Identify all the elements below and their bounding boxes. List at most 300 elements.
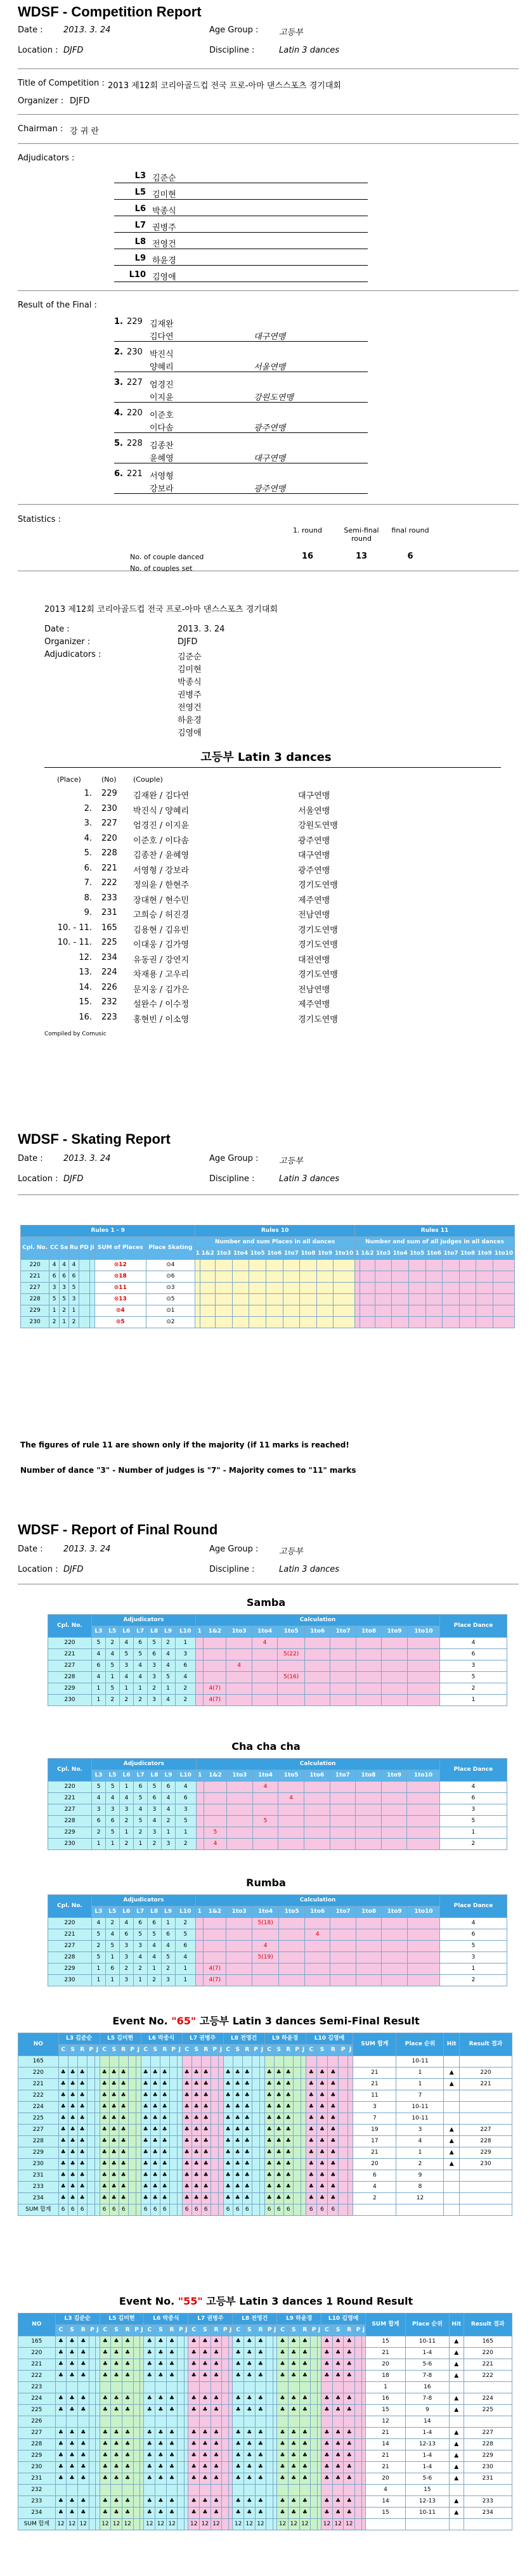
- mark-cell: [211, 2113, 219, 2125]
- judge-name: 박종식: [158, 2035, 175, 2042]
- calc-cell: [204, 1941, 226, 1952]
- mark-cell: ♣: [150, 2090, 160, 2102]
- stats-row-label: No. of couple danced: [130, 553, 204, 561]
- cpl-no: 222: [18, 2371, 56, 2382]
- calc-cell: [330, 1660, 356, 1672]
- judge-col: L10: [175, 1770, 196, 1782]
- mark-cell: ♣: [109, 2136, 119, 2147]
- judge-col: L8: [147, 1906, 161, 1918]
- mark-cell: ♣: [288, 2496, 299, 2508]
- calc-cell: [356, 1695, 382, 1706]
- result-place: 15.: [79, 997, 92, 1007]
- mark-cell: ♣: [277, 2496, 289, 2508]
- sum-cell: [95, 2204, 100, 2216]
- cpl-no: 228: [48, 1672, 92, 1683]
- judge-mark: 6: [133, 1638, 147, 1649]
- mark-cell: ♣: [55, 2348, 67, 2359]
- mark-cell: ♣: [242, 2079, 252, 2090]
- mark-cell: [119, 2056, 128, 2068]
- mark-cell: ♣: [288, 2359, 299, 2371]
- row-sum: 21: [366, 2462, 406, 2473]
- mark-cell: [347, 2147, 353, 2159]
- mark-cell: [321, 2382, 333, 2393]
- mark-cell: ♣: [100, 2090, 109, 2102]
- mark-cell: [133, 2348, 140, 2359]
- result-number: 223: [101, 1012, 117, 1022]
- mark-cell: ♣: [299, 2450, 311, 2462]
- judge-mark: 3: [161, 1975, 175, 1986]
- mark-cell: ♣: [344, 2473, 355, 2485]
- judge-code: L10: [328, 2315, 341, 2322]
- cpl-no: 228: [48, 1816, 92, 1827]
- final-partner1: 서영형: [150, 472, 174, 481]
- mark-cell: [311, 2439, 318, 2450]
- mark-cell: [211, 2147, 219, 2159]
- row-hit: [444, 2090, 460, 2102]
- calc-cell: [304, 1839, 330, 1850]
- mark-cell: [89, 2496, 96, 2508]
- rule10-cell: [232, 1260, 249, 1271]
- mark-cell: ♣: [122, 2508, 133, 2519]
- mark-cell: ♣: [316, 2136, 327, 2147]
- mark-cell: [222, 2393, 229, 2405]
- sum-cell: 6: [274, 2204, 283, 2216]
- calc-cell: [204, 1638, 226, 1649]
- mark-cell: ♣: [68, 2079, 77, 2090]
- location-label: Location :: [18, 1565, 58, 1574]
- rule11-cell: [375, 1305, 392, 1317]
- mark-cell: ♣: [68, 2102, 77, 2113]
- mark-cell: ♣: [321, 2508, 333, 2519]
- result-number: 229: [101, 789, 117, 798]
- mark-cell: [87, 2182, 95, 2193]
- judge-mark: 6: [119, 1929, 133, 1941]
- mark-cell: ♣: [328, 2147, 339, 2159]
- judge-mark: 4: [91, 1672, 105, 1683]
- mark-cell: ♣: [332, 2496, 344, 2508]
- col-result: Result 결과: [464, 2314, 512, 2336]
- mark-cell: [87, 2159, 95, 2170]
- sum-label: SUM 합계: [18, 2204, 59, 2216]
- calc-cell: [330, 1941, 356, 1952]
- mark-cell: [301, 2068, 306, 2079]
- calc-cell: [226, 1975, 252, 1986]
- cpl-no: 230: [18, 2462, 56, 2473]
- mark-cell: [111, 2416, 122, 2428]
- judge-mark: 1: [175, 1827, 196, 1839]
- underline: [114, 265, 368, 266]
- rule11-cell: [408, 1271, 425, 1283]
- dance-sub: C: [306, 2045, 316, 2056]
- rule11-cell: [493, 1283, 515, 1294]
- judge-mark: 1: [175, 1975, 196, 1986]
- discipline-label: Discipline :: [209, 46, 255, 55]
- mark-cell: ♣: [233, 2336, 244, 2348]
- calc-cell: [196, 1929, 204, 1941]
- mark-cell: [219, 2113, 223, 2125]
- dance-place: 1: [49, 1305, 60, 1317]
- dance-place: 6: [440, 1929, 507, 1941]
- mark-cell: ♣: [306, 2136, 316, 2147]
- mark-cell: [264, 2056, 274, 2068]
- cpl-no: 227: [48, 1941, 92, 1952]
- mark-cell: [339, 2182, 347, 2193]
- mark-cell: ♣: [77, 2508, 89, 2519]
- result-couple: 문지웅 / 김가은: [133, 985, 189, 995]
- table-row: [18, 2359, 512, 2371]
- mark-cell: ♣: [100, 2496, 111, 2508]
- mark-cell: ♣: [119, 2079, 128, 2090]
- mark-cell: ♣: [211, 2371, 222, 2382]
- calc-cell: [204, 1793, 226, 1804]
- dance-place: 2: [440, 1975, 507, 1986]
- mark-cell: ♣: [233, 2439, 244, 2450]
- rule10-cell: [232, 1294, 249, 1305]
- dance-sub: P: [252, 2045, 260, 2056]
- adjudicator-name: 김준순: [178, 652, 202, 662]
- mark-cell: ♣: [211, 2348, 222, 2359]
- cpl-no: 230: [48, 1839, 92, 1850]
- dance-sub: P: [178, 2325, 185, 2336]
- sum-places: ⊙18: [94, 1271, 146, 1283]
- mark-cell: [95, 2170, 100, 2182]
- mark-cell: [301, 2113, 306, 2125]
- mark-cell: ♣: [277, 2359, 289, 2371]
- sum-empty: [464, 2519, 512, 2530]
- dance-sub: R: [255, 2325, 266, 2336]
- calc-cell: [304, 1638, 330, 1649]
- sum-cell: [211, 2204, 219, 2216]
- mark-cell: ♣: [100, 2371, 111, 2382]
- dance-sub: S: [243, 2325, 255, 2336]
- mark-cell: ♣: [223, 2136, 233, 2147]
- mark-cell: [191, 2056, 201, 2068]
- mark-cell: [252, 2125, 260, 2136]
- mark-cell: ♣: [77, 2496, 89, 2508]
- sum-cell: [293, 2204, 301, 2216]
- calc-col: 1to4: [252, 1906, 279, 1918]
- report2-heading: 고등부 Latin 3 dances: [200, 751, 332, 764]
- calc-col: 1to8: [356, 1906, 382, 1918]
- adjudicator-name: 전영건: [152, 240, 176, 249]
- mark-cell: [222, 2508, 229, 2519]
- calc-cell: [304, 1918, 330, 1929]
- judge-mark: 5: [91, 1929, 105, 1941]
- rule11-cell: [476, 1294, 493, 1305]
- adjudicator-code: L9: [134, 254, 146, 263]
- table-row: [48, 1816, 507, 1827]
- row-hit: ▲: [449, 2336, 464, 2348]
- mark-cell: [293, 2079, 301, 2090]
- mark-cell: ♣: [233, 2428, 244, 2439]
- mark-cell: ♣: [316, 2125, 327, 2136]
- calc-cell: [381, 1793, 407, 1804]
- mark-cell: ♣: [223, 2170, 233, 2182]
- mark-cell: ♣: [58, 2113, 68, 2125]
- rule11-cell: [392, 1271, 409, 1283]
- calc-col: 1: [196, 1626, 204, 1638]
- mark-cell: ♣: [201, 2113, 211, 2125]
- judge-mark: 2: [120, 1839, 134, 1850]
- result-couple: 고희승 / 허진경: [133, 910, 189, 920]
- mark-cell: [89, 2371, 96, 2382]
- sum-cell: 6: [77, 2204, 87, 2216]
- mark-cell: [178, 2416, 185, 2428]
- mark-cell: ♣: [201, 2182, 211, 2193]
- judge-mark: 4: [161, 1941, 175, 1952]
- mark-cell: ♣: [144, 2336, 155, 2348]
- calc-cell: [330, 1793, 356, 1804]
- mark-cell: ♣: [328, 2159, 339, 2170]
- mark-cell: ♣: [67, 2496, 78, 2508]
- mark-cell: [155, 2382, 167, 2393]
- judge-mark: 4: [91, 1918, 105, 1929]
- mark-cell: ♣: [67, 2393, 78, 2405]
- mark-cell: ♣: [58, 2125, 68, 2136]
- calc-cell: [204, 1782, 226, 1793]
- mark-cell: ♣: [188, 2348, 200, 2359]
- rule11-cell: [476, 1305, 493, 1317]
- mark-cell: [260, 2090, 264, 2102]
- cpl-no: 165: [18, 2056, 59, 2068]
- cpl-no: 225: [18, 2113, 59, 2125]
- dance-sub: S: [200, 2325, 211, 2336]
- mark-cell: ♣: [55, 2462, 67, 2473]
- calc-cell: [304, 1683, 330, 1695]
- result-region: 대구연맹: [298, 851, 330, 860]
- mark-cell: [128, 2170, 136, 2182]
- col-sum: SUM 합계: [366, 2314, 406, 2336]
- mark-cell: ♣: [243, 2508, 255, 2519]
- row-place: 10-11: [396, 2102, 444, 2113]
- mark-cell: ♣: [264, 2090, 274, 2102]
- dance-table: [48, 1614, 507, 1706]
- rule10-cell: [283, 1271, 300, 1283]
- mark-cell: [178, 2079, 182, 2090]
- mark-cell: [347, 2193, 353, 2204]
- col-adjudicators: Adjudicators: [91, 1895, 195, 1906]
- mark-cell: ♣: [306, 2159, 316, 2170]
- cpl-no: 221: [48, 1929, 92, 1941]
- mark-cell: ♣: [344, 2336, 355, 2348]
- calc-cell: [304, 1964, 330, 1975]
- sum-cell: 12: [200, 2519, 211, 2530]
- mark-cell: ♣: [277, 2439, 289, 2450]
- mark-cell: ♣: [321, 2428, 333, 2439]
- mark-cell: ♣: [77, 2405, 89, 2416]
- judge-mark: 3: [119, 1941, 133, 1952]
- mark-cell: ♣: [277, 2473, 289, 2485]
- adjudicator-name: 권병주: [178, 690, 202, 700]
- mark-cell: ♣: [166, 2348, 178, 2359]
- final-number: 227: [127, 378, 143, 387]
- mark-cell: [128, 2182, 136, 2193]
- mark-cell: ♣: [233, 2147, 242, 2159]
- result-number: 165: [101, 922, 117, 933]
- sum-cell: [222, 2519, 229, 2530]
- rule11-cell: [425, 1260, 443, 1271]
- mark-cell: ♣: [288, 2336, 299, 2348]
- result-couple: 유동권 / 강연지: [133, 955, 189, 965]
- mark-cell: ♣: [283, 2193, 293, 2204]
- mark-cell: [136, 2170, 141, 2182]
- mark-cell: [311, 2416, 318, 2428]
- dance-sub: J: [136, 2045, 141, 2056]
- cpl-no: 227: [18, 2125, 59, 2136]
- dance-sub: C: [141, 2045, 150, 2056]
- mark-cell: ♣: [155, 2428, 167, 2439]
- mark-cell: ♣: [100, 2439, 111, 2450]
- mark-cell: ♣: [122, 2393, 133, 2405]
- judge-code: L6: [148, 2035, 157, 2042]
- calc-cell: [278, 1827, 304, 1839]
- mark-cell: [136, 2068, 141, 2079]
- mark-cell: [252, 2079, 260, 2090]
- mark-cell: [178, 2382, 185, 2393]
- mark-cell: [133, 2371, 140, 2382]
- dance-sub: J: [95, 2045, 100, 2056]
- mark-cell: [182, 2056, 191, 2068]
- rule10-cell: [283, 1283, 300, 1294]
- mark-cell: ♣: [233, 2170, 242, 2182]
- rule10-cell: [266, 1260, 283, 1271]
- mark-cell: [201, 2056, 211, 2068]
- mark-cell: ♣: [306, 2147, 316, 2159]
- result-number: 225: [101, 938, 117, 947]
- final-partner1: 김종찬: [150, 441, 174, 451]
- mark-cell: [136, 2193, 141, 2204]
- row-place: 1: [396, 2147, 444, 2159]
- mark-cell: [266, 2450, 273, 2462]
- dance-place: 5: [60, 1294, 69, 1305]
- table-row: [48, 1804, 507, 1816]
- mark-cell: [169, 2159, 178, 2170]
- mark-cell: ♣: [328, 2068, 339, 2079]
- judge-code: L3: [64, 2315, 72, 2322]
- mark-cell: [288, 2416, 299, 2428]
- result-couple: 차재용 / 고우리: [133, 970, 189, 980]
- mark-cell: ♣: [58, 2159, 68, 2170]
- calc-col: 1to7: [330, 1770, 356, 1782]
- comp-title-value: 2013 제12회 코리아골드컵 전국 프로-아마 댄스스포츠 경기대회: [108, 81, 341, 91]
- calc-cell: [196, 1975, 204, 1986]
- mark-cell: [178, 2182, 182, 2193]
- mark-cell: ♣: [119, 2170, 128, 2182]
- sum-cell: 6: [100, 2204, 109, 2216]
- judge-col: L7: [133, 1626, 147, 1638]
- table-row: [48, 1952, 507, 1964]
- stats-value: 16: [301, 552, 314, 561]
- sum-cell: 12: [211, 2519, 222, 2530]
- sum-cell: 6: [242, 2204, 252, 2216]
- mark-cell: [301, 2056, 306, 2068]
- stats-label: Statistics :: [18, 515, 61, 524]
- rule10-cell: [300, 1294, 317, 1305]
- rule11-cell: [392, 1317, 409, 1328]
- mark-cell: [133, 2359, 140, 2371]
- final-result-label: Result of the Final :: [18, 301, 97, 310]
- calc-cell: [252, 1929, 279, 1941]
- judge-mark: 4: [133, 1952, 147, 1964]
- mark-cell: ♣: [242, 2090, 252, 2102]
- row-sum: 19: [353, 2125, 396, 2136]
- mark-cell: [128, 2090, 136, 2102]
- mark-cell: [311, 2393, 318, 2405]
- judge-name: 전영건: [240, 2035, 257, 2042]
- mark-cell: ♣: [255, 2405, 266, 2416]
- mark-cell: ♣: [200, 2496, 211, 2508]
- mark-cell: ♣: [211, 2439, 222, 2450]
- calc-cell: [407, 1918, 439, 1929]
- mark-cell: [311, 2462, 318, 2473]
- table-row: [18, 2182, 512, 2193]
- mark-cell: [255, 2382, 266, 2393]
- mark-cell: ♣: [150, 2079, 160, 2090]
- mark-cell: [255, 2485, 266, 2496]
- mark-cell: ♣: [100, 2125, 109, 2136]
- mark-cell: ♣: [119, 2125, 128, 2136]
- mark-cell: ♣: [111, 2359, 122, 2371]
- divider: [18, 68, 519, 69]
- mark-cell: [222, 2439, 229, 2450]
- calc-cell: [330, 1929, 356, 1941]
- mark-cell: [301, 2125, 306, 2136]
- mark-cell: ♣: [58, 2079, 68, 2090]
- calc-cell: [356, 1941, 382, 1952]
- mark-cell: [178, 2371, 185, 2382]
- judge-name: 권병주: [207, 2315, 224, 2322]
- judge-mark: 5: [148, 1782, 162, 1793]
- sum-cell: [355, 2519, 362, 2530]
- mark-cell: ♣: [67, 2473, 78, 2485]
- judge-header: [144, 2314, 188, 2325]
- mark-cell: [219, 2090, 223, 2102]
- mark-cell: ♣: [188, 2496, 200, 2508]
- judge-mark: 1: [105, 1952, 119, 1964]
- judge-mark: 6: [161, 1929, 175, 1941]
- judge-mark: 4: [119, 1672, 133, 1683]
- rule10-cell: [316, 1305, 334, 1317]
- mark-cell: [89, 2416, 96, 2428]
- mark-cell: [58, 2056, 68, 2068]
- judge-header: [188, 2314, 233, 2325]
- mark-cell: ♣: [233, 2136, 242, 2147]
- mark-cell: ♣: [182, 2193, 191, 2204]
- result-region: 제주연맹: [298, 1000, 330, 1009]
- final-number: 221: [127, 469, 143, 479]
- mark-cell: [266, 2336, 273, 2348]
- mark-cell: ♣: [111, 2473, 122, 2485]
- table-row: [18, 2193, 512, 2204]
- mark-cell: ♣: [77, 2090, 87, 2102]
- mark-cell: [211, 2068, 219, 2079]
- cpl-no: 228: [21, 1294, 49, 1305]
- mark-cell: ♣: [191, 2170, 201, 2182]
- calc-col: 1to7: [330, 1906, 356, 1918]
- mark-cell: ♣: [122, 2439, 133, 2450]
- mark-cell: ♣: [344, 2508, 355, 2519]
- rule11-cell: [354, 1294, 360, 1305]
- dance-sub: C: [223, 2045, 233, 2056]
- mark-cell: ♣: [243, 2405, 255, 2416]
- mark-cell: ♣: [55, 2508, 67, 2519]
- mark-cell: ♣: [328, 2193, 339, 2204]
- mark-cell: [89, 2439, 96, 2450]
- mark-cell: ♣: [77, 2125, 87, 2136]
- mark-cell: ♣: [58, 2147, 68, 2159]
- sum-empty: [405, 2519, 449, 2530]
- mark-cell: [111, 2382, 122, 2393]
